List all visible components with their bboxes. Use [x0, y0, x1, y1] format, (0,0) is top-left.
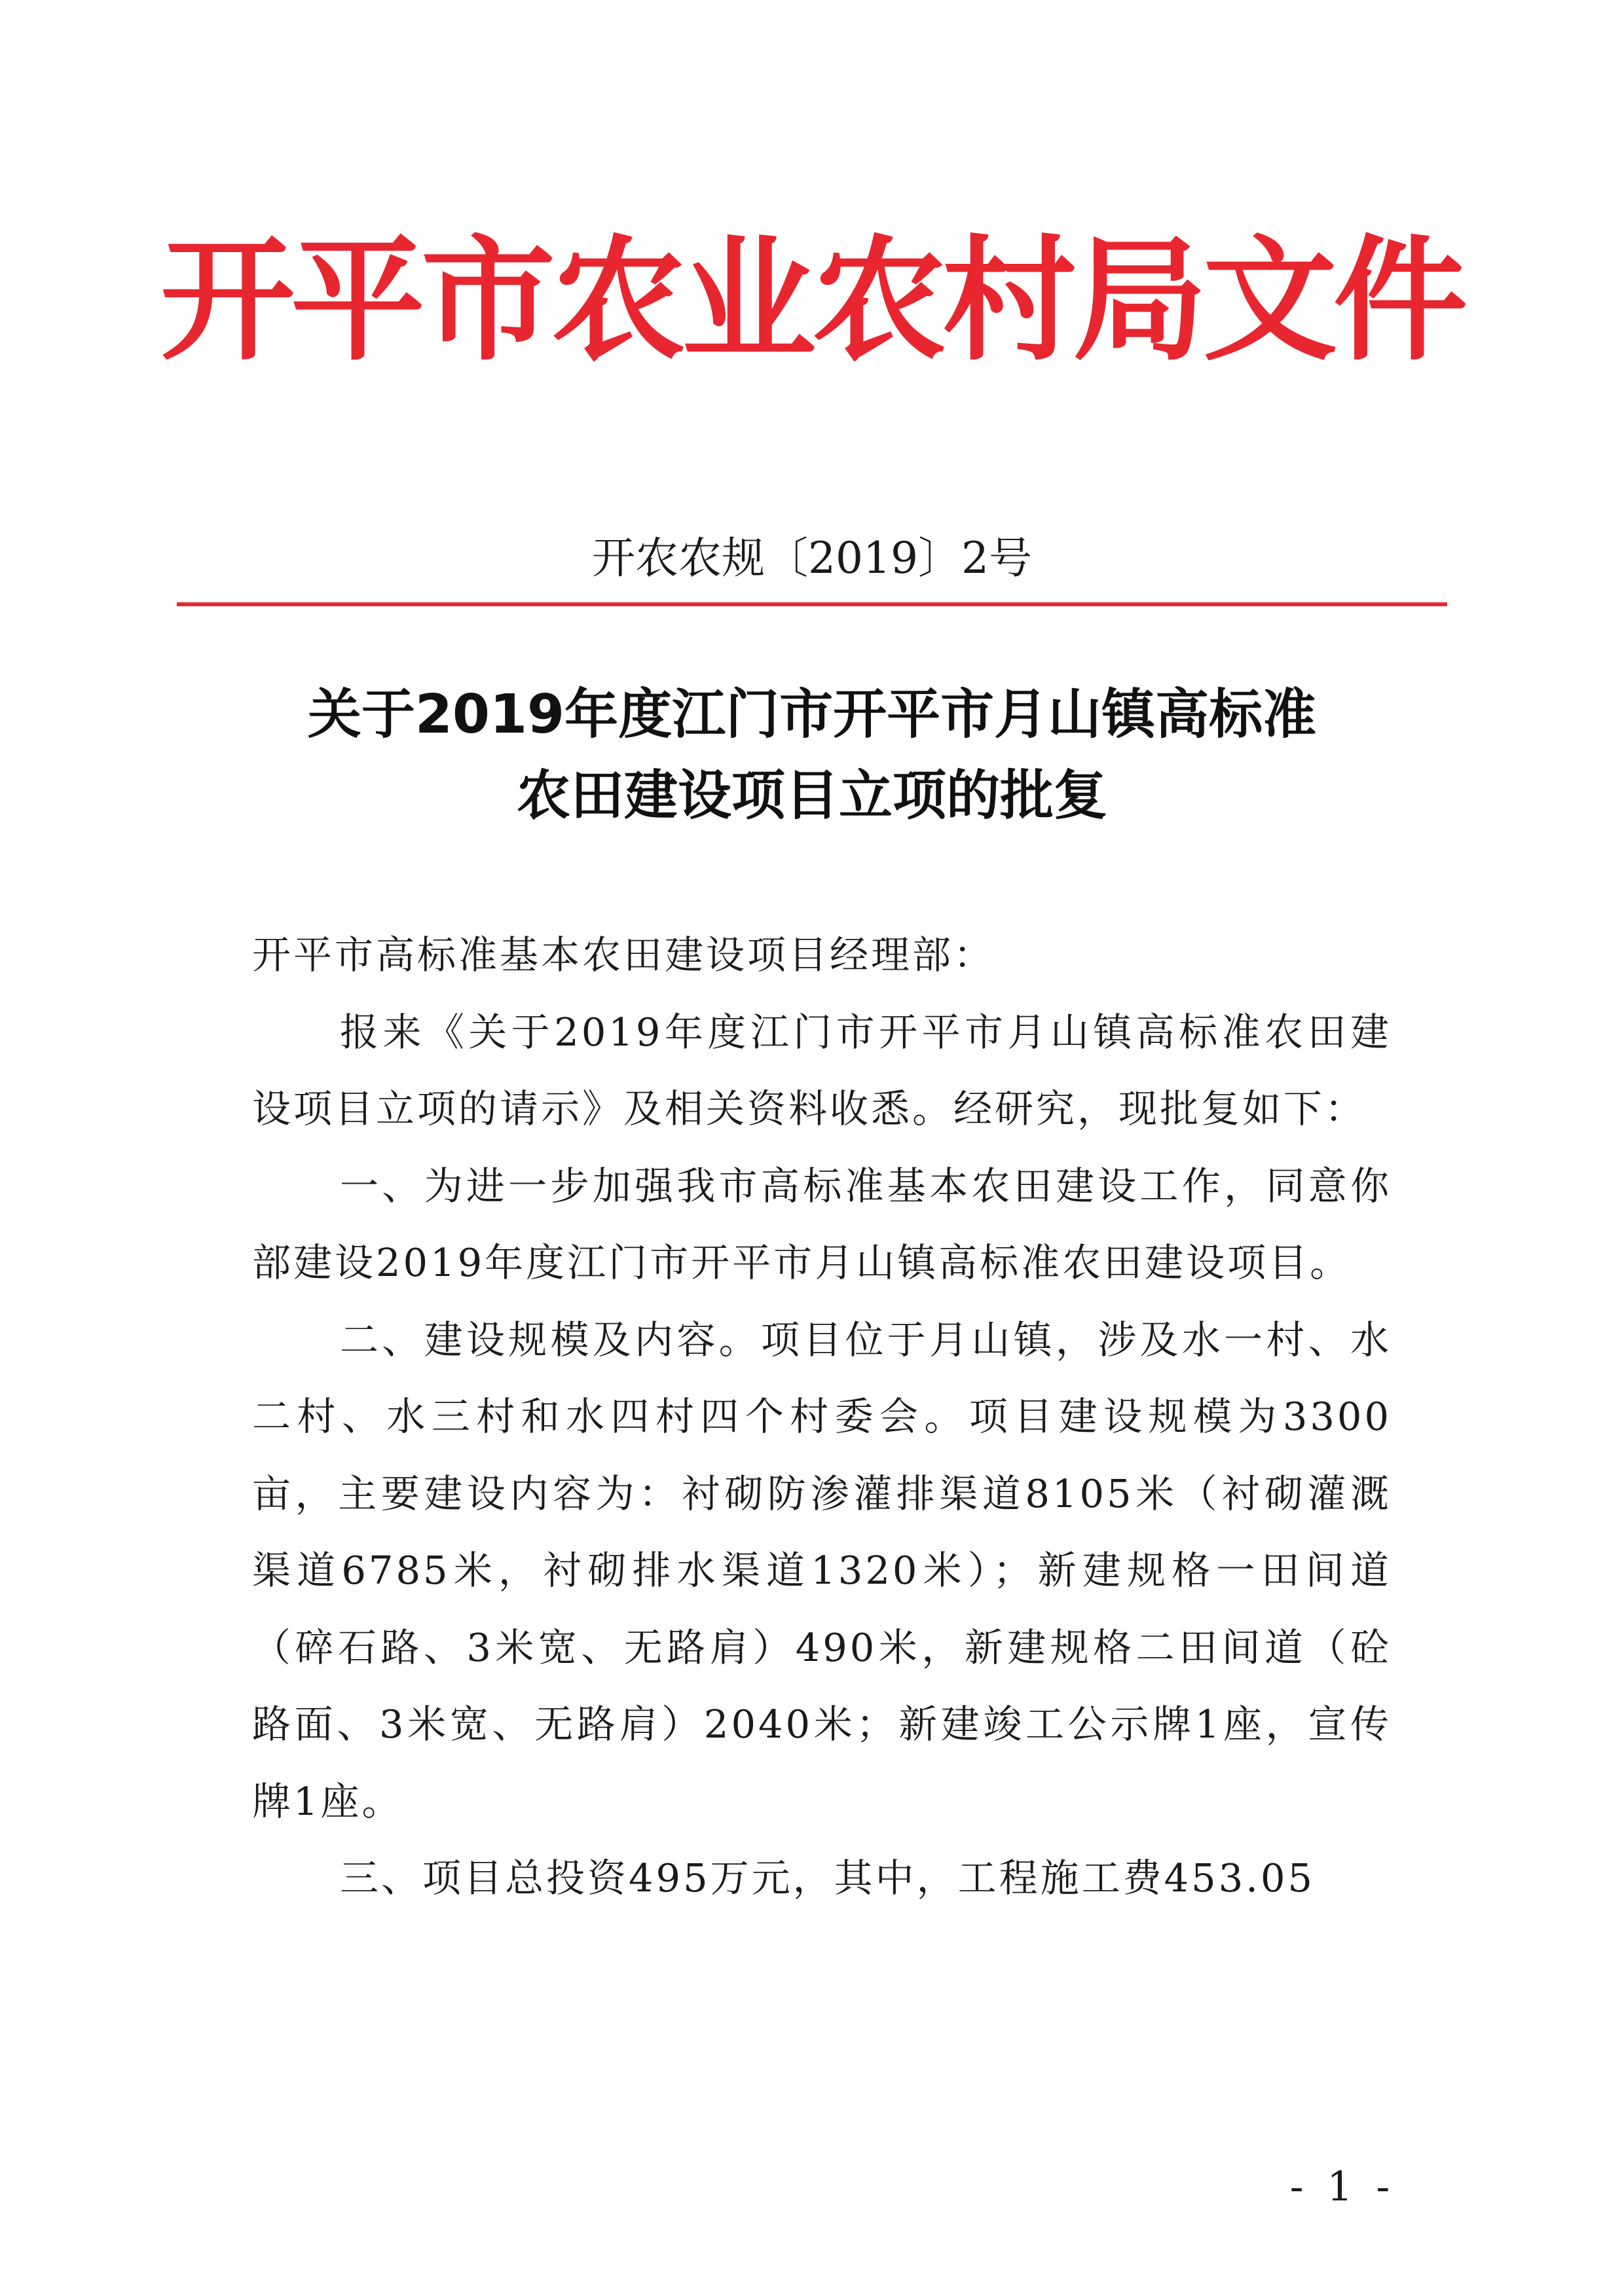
- salutation: 开平市高标准基本农田建设项目经理部：: [252, 932, 995, 977]
- body-paragraph: 一、为进一步加强我市高标准基本农田建设工作，同意你部建设2019年度江门市开平市月山镇高标准农田建设项目。: [252, 1163, 1392, 1285]
- document-title-line-2: 农田建设项目立项的批复: [516, 765, 1107, 827]
- agency-document-header: 开平市农业农村局文件: [160, 223, 1464, 379]
- body-paragraph: 三、项目总投资495万元，其中，工程施工费453.05: [340, 1855, 1316, 1901]
- document-title-line-1: 关于2019年度江门市开平市月山镇高标准: [307, 683, 1317, 746]
- body-paragraph: 二、建设规模及内容。项目位于月山镇，涉及水一村、水二村、水三村和水四村四个村委会。项目建设规模为3300亩，主要建设内容为：衬砌防渗灌排渠道8105米（衬砌灌溉渠道6785米，衬砌排水渠道1320米）；新建规格一田间道（碎石路、3米宽、无路肩）490米，新建规格二田间道（砼路面、3米宽、无路肩）2040米；新建竣工公示牌1座，宣传牌1座。: [252, 1317, 1392, 1824]
- document-title: [196, 674, 1428, 837]
- page-number: - 1 -: [1289, 2162, 1395, 2210]
- red-separator-line: [177, 602, 1447, 606]
- document-number: 开农农规〔2019〕2号: [592, 533, 1032, 583]
- body-paragraph: 报来《关于2019年度江门市开平市月山镇高标准农田建设项目立项的请示》及相关资料收悉。经研究，现批复如下：: [252, 1009, 1392, 1131]
- document-body: [252, 917, 1392, 1917]
